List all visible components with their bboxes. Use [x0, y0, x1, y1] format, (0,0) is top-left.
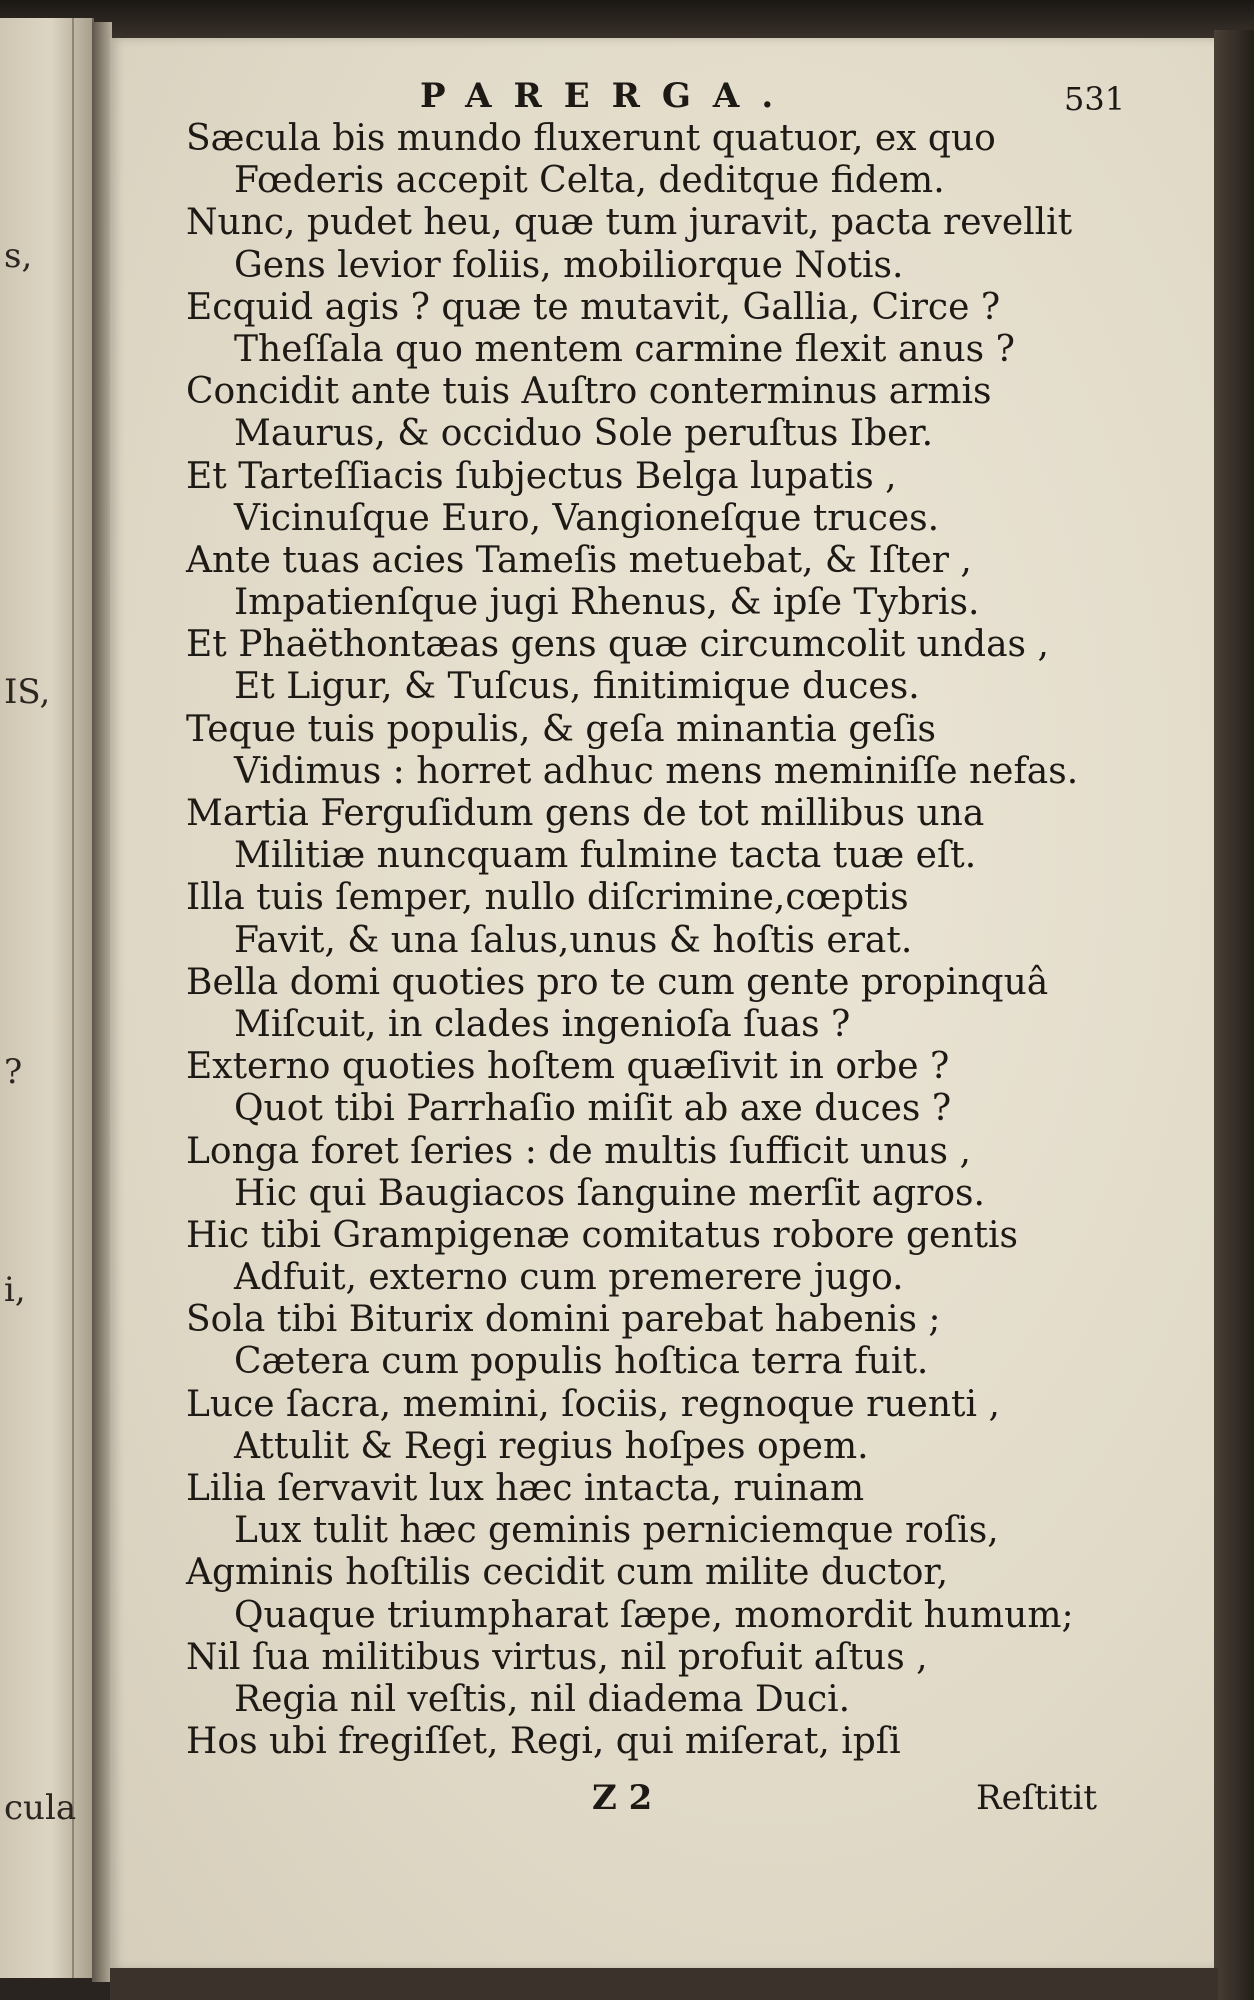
verse-line: Teque tuis populis, & geſa minantia geſis: [186, 708, 937, 750]
book-frame-bottom: [110, 1968, 1218, 2000]
verse-line: Attulit & Regi regius hoſpes opem.: [234, 1425, 869, 1467]
page-edge-line: [72, 18, 74, 1978]
verse-line: Adfuit, externo cum premerere jugo.: [234, 1257, 904, 1299]
verse-line: Martia Ferguſidum gens de tot millibus una: [186, 793, 985, 834]
facing-page-fragment: s,: [4, 236, 33, 276]
facing-page-edge: [0, 18, 94, 1978]
verse-line: Quaque triumpharat ſæpe, momordit humum;: [234, 1594, 1074, 1636]
facing-page-fragment: IS,: [4, 672, 51, 712]
page-header: [0, 70, 1254, 120]
verse-line: Quot tibi Parrhaſio miſit ab axe duces ?: [234, 1088, 952, 1130]
facing-page-fragment: cula: [4, 1788, 77, 1828]
verse-line: Et Ligur, & Tuſcus, finitimique duces.: [234, 666, 920, 708]
verse-line: Illa tuis ſemper, nullo diſcrimine,cœptis: [186, 877, 909, 919]
verse-line: Theſſala quo mentem carmine flexit anus ?: [234, 328, 1015, 370]
verse-line: Hic qui Baugiacos ſanguine merſit agros.: [234, 1172, 985, 1214]
verse-line: Et Phaëthontæas gens quæ circumcolit undas ,: [186, 624, 1049, 666]
signature-mark: Z 2: [592, 1778, 653, 1818]
verse-line: Nil ſua militibus virtus, nil profuit aſtus ,: [186, 1636, 928, 1678]
verse-line: Luce ſacra, memini, ſociis, regnoque ruenti ,: [186, 1383, 1000, 1425]
verse-line: Vidimus : horret adhuc mens meminiſſe nefas.: [234, 750, 1079, 792]
verse-line: Maurus, & occiduo Sole peruſtus Iber.: [234, 413, 934, 455]
verse-line: Favit, & una ſalus,unus & hoſtis erat.: [234, 919, 913, 961]
verse-line: Sæcula bis mundo fluxerunt quatuor, ex quo: [186, 118, 996, 159]
verse-line: Fœderis accepit Celta, deditque fidem.: [234, 160, 945, 202]
book-frame-right: [1214, 30, 1254, 2000]
verse-line: Et Tarteſſiacis ſubjectus Belga lupatis ,: [186, 455, 897, 497]
page-number: 531: [1064, 80, 1126, 118]
running-head: PARERGA.: [420, 76, 796, 116]
catchword: Reſtitit: [976, 1778, 1098, 1818]
verse-line: Ecquid agis ? quæ te mutavit, Gallia, Circe ?: [186, 286, 1001, 328]
verse-line: Lux tulit hæc geminis perniciemque roſis,: [234, 1510, 999, 1552]
verse-line: Cætera cum populis hoſtica terra fuit.: [234, 1341, 929, 1383]
verse-line: Militiæ nuncquam fulmine tacta tuæ eſt.: [234, 835, 977, 877]
facing-page-fragment: i,: [4, 1270, 26, 1310]
verse-line: Gens levior foliis, mobiliorque Notis.: [234, 244, 904, 286]
page-footer: [0, 1772, 1254, 1822]
verse-line: Hos ubi fregiſſet, Regi, qui miſerat, ipſi: [186, 1721, 901, 1763]
verse-line: Lilia ſervavit lux hæc intacta, ruinam: [186, 1468, 865, 1509]
verse-line: Externo quoties hoſtem quæſivit in orbe ?: [186, 1046, 950, 1088]
verse-line: Nunc, pudet heu, quæ tum juravit, pacta revellit: [186, 202, 1073, 244]
verse-line: Ante tuas acies Tameſis metuebat, & Iſter ,: [186, 539, 972, 581]
facing-page-fragment: ?: [4, 1052, 23, 1092]
book-frame-top: [0, 0, 1254, 40]
verse-line: Longa foret ſeries : de multis ſufficit unus ,: [186, 1130, 971, 1172]
verse-line: Agminis hoſtilis cecidit cum milite ductor,: [186, 1552, 949, 1594]
verse-line: Bella domi quoties pro te cum gente propinquâ: [186, 961, 1049, 1003]
verse-line: Sola tibi Biturix domini parebat habenis ;: [186, 1299, 941, 1341]
poem-text: [186, 118, 1186, 1763]
book-gutter: [92, 22, 112, 1982]
verse-line: Regia nil veſtis, nil diadema Duci.: [234, 1678, 851, 1720]
verse-line: Miſcuit, in clades ingenioſa ſuas ?: [234, 1003, 851, 1045]
verse-line: Impatienſque jugi Rhenus, & ipſe Tybris.: [234, 582, 980, 624]
verse-line: Concidit ante tuis Auſtro conterminus armis: [186, 371, 992, 413]
verse-line: Vicinuſque Euro, Vangioneſque truces.: [234, 497, 940, 539]
verse-line: Hic tibi Grampigenæ comitatus robore gentis: [186, 1214, 1018, 1256]
